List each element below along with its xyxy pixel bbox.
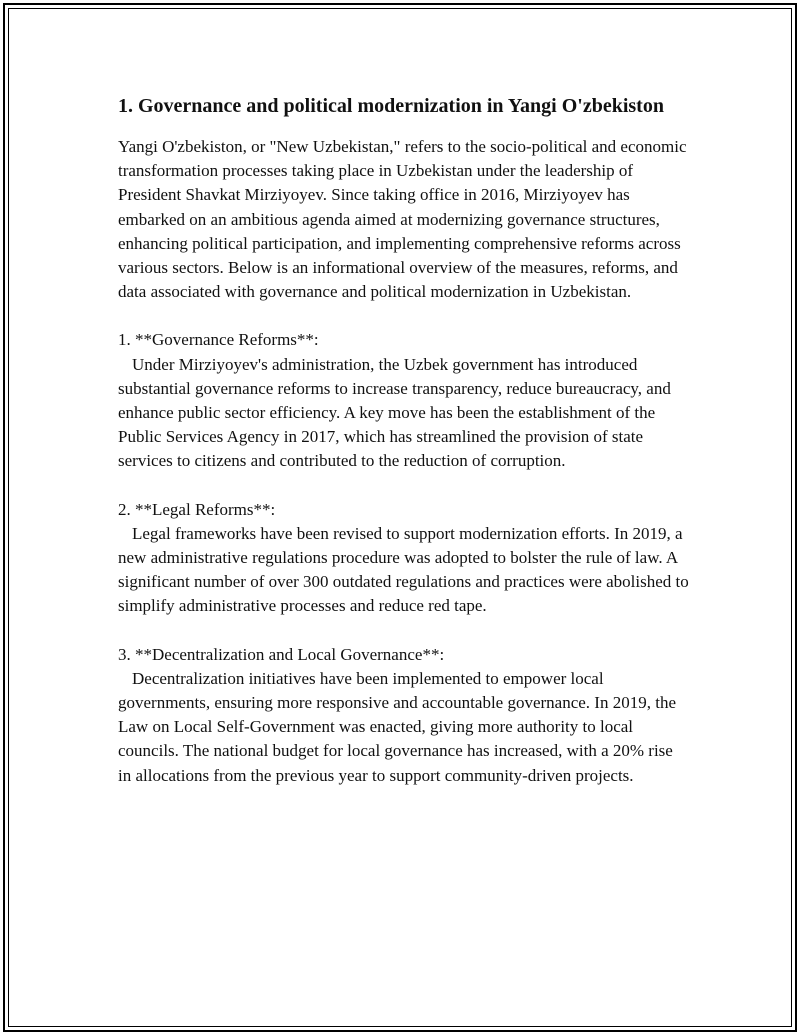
document-content [118,92,690,788]
section-title: 1. **Governance Reforms**: [118,330,319,350]
section-body: Legal frameworks have been revised to support modernization efforts. In 2019, a new administrative regulations procedure was adopted to bolster the rule of law. A significant number of over 300 outdated regulations and practices were abolished to simplify administrative processes and reduce red tape. [118,523,689,616]
section-decentralization [118,643,690,788]
section-legal-reforms [118,498,690,619]
section-body: Under Mirziyoyev's administration, the Uzbek government has introduced substantial governance reforms to increase transparency, reduce bureaucracy, and enhance public sector efficiency. A key move has been the establishment of the Public Services Agency in 2017, which has streamlined the provision of state services to citizens and contributed to the reduction of corruption. [118,354,671,471]
section-title: 3. **Decentralization and Local Governance**: [118,644,445,664]
section-governance-reforms [118,328,690,473]
document-heading: 1. Governance and political modernization in Yangi O'zbekiston [118,95,664,117]
section-body: Decentralization initiatives have been implemented to empower local governments, ensuring more responsive and accountable governance. In 2019, the Law on Local Self-Government was enacted, giving more authority to local councils. The national budget for local governance has increased, with a 20% rise in allocations from the previous year to support community-driven projects. [118,668,676,785]
intro-paragraph: Yangi O'zbekiston, or "New Uzbekistan," refers to the socio-political and economic transformation processes taking place in Uzbekistan under the leadership of President Shavkat Mirziyoyev. Since taking office in 2016, Mirziyoyev has embarked on an ambitious agenda aimed at modernizing governance structures, enhancing political participation, and implementing comprehensive reforms across various sectors. Below is an informational overview of the measures, reforms, and data associated with governance and political modernization in Uzbekistan. [118,137,687,302]
section-title: 2. **Legal Reforms**: [118,499,276,519]
